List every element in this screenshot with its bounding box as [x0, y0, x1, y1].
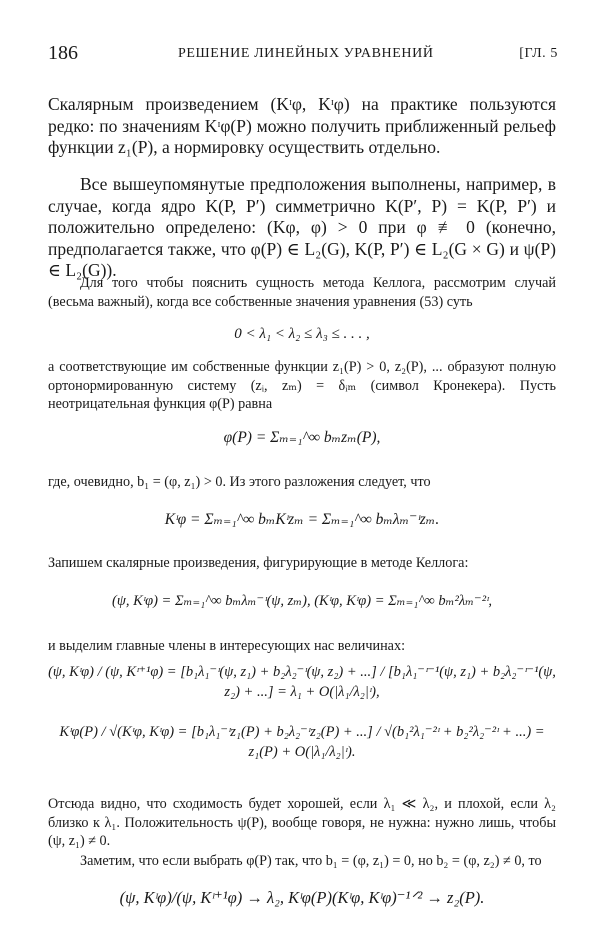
page-number: 186 [48, 42, 78, 64]
paragraph-2: Все вышеупомянутые предположения выполнены, например, в случае, когда ядро K(P, P′) симметрично K(P′, P) = K(P, P′) и положительно определено: (Kφ, φ) > 0 при φ ≢ 0 (конечно, предполагается также, что φ(P) ∈ L₂(G), K(P, P′) ∈ L₂(G × G) и ψ(P) ∈ L₂(G)). [48, 174, 556, 280]
paragraph-3: Для того чтобы пояснить сущность метода Келлога, рассмотрим случай (весьма важный), когда все собственные значения уравнения (53) суть [48, 275, 556, 310]
page-header [48, 42, 558, 68]
paragraph-8: Отсюда видно, что сходимость будет хорошей, если λ₁ ≪ λ₂, и плохой, если λ₂ близко к λ₁. Положительность ψ(P), вообще говоря, не нужна: нужно лишь, чтобы (ψ, z₁) ≠ 0. [48, 796, 556, 849]
formula-expansion: φ(P) = Σₘ₌₁^∞ bₘzₘ(P), [223, 429, 381, 446]
paragraph-1: Скалярным произведением (Kᶦφ, Kᶦφ) на практике пользуются редко: по значениям Kᶦφ(P) можно получить приближенный рельеф функции z₁(P), а нормировку осуществить отдельно. [48, 94, 556, 157]
formula-normalized-estimate: Kᶦφ(P) / √(Kᶦφ, Kᶦφ) = [b₁λ₁⁻ᶦz₁(P) + b₂λ₂⁻ᶦz₂(P) + ...] / √(b₁²λ₁⁻²ᶦ + b₂²λ₂⁻²ᶦ + ...) = z₁(P) + O(|λ₁/λ₂|ᶦ). [59, 724, 545, 760]
paragraph-6: Запишем скалярные произведения, фигурирующие в методе Келлога: [48, 555, 469, 571]
formula-eigenvalues: 0 < λ₁ < λ₂ ≤ λ₃ ≤ . . . , [234, 326, 370, 342]
chapter-label: [ГЛ. 5 [519, 46, 558, 61]
paragraph-7: и выделим главные члены в интересующих нас величинах: [48, 638, 406, 654]
paragraph-9: Заметим, что если выбрать φ(P) так, что b₁ = (φ, z₁) = 0, но b₂ = (φ, z₂) ≠ 0, то [80, 853, 542, 869]
paragraph-4: а соответствующие им собственные функции z₁(P) > 0, z₂(P), ... образуют полную ортонормированную систему (zᵢ, zₘ) = δᵢₘ (символ Кронекера). Пусть неотрицательная функция φ(P) равна [48, 359, 556, 412]
formula-ratio-estimate: (ψ, Kᶦφ) / (ψ, Kᶦ⁺¹φ) = [b₁λ₁⁻ᶦ(ψ, z₁) + b₂λ₂⁻ᶦ(ψ, z₂) + ...] / [b₁λ₁⁻ᶦ⁻¹(ψ, z₁) + b₂λ₂⁻ᶦ⁻¹(ψ, z₂) + ...] = λ₁ + O(|λ₁/λ₂|ᶦ), [48, 664, 556, 700]
formula-second-eigen: (ψ, Kᶦφ)/(ψ, Kᶦ⁺¹φ) → λ₂, Kᶦφ(P)(Kᶦφ, Kᶦφ)⁻¹ᐟ² → z₂(P). [119, 888, 485, 907]
paragraph-5: где, очевидно, b₁ = (φ, z₁) > 0. Из этого разложения следует, что [48, 474, 431, 490]
running-title: РЕШЕНИЕ ЛИНЕЙНЫХ УРАВНЕНИЙ [178, 46, 434, 61]
formula-scalar-products: (ψ, Kᶦφ) = Σₘ₌₁^∞ bₘλₘ⁻ᶦ(ψ, zₘ), (Kᶦφ, Kᶦφ) = Σₘ₌₁^∞ bₘ²λₘ⁻²ᶦ, [112, 593, 492, 609]
formula-iterate: Kᶦφ = Σₘ₌₁^∞ bₘKᶦzₘ = Σₘ₌₁^∞ bₘλₘ⁻ᶦzₘ. [164, 511, 440, 528]
